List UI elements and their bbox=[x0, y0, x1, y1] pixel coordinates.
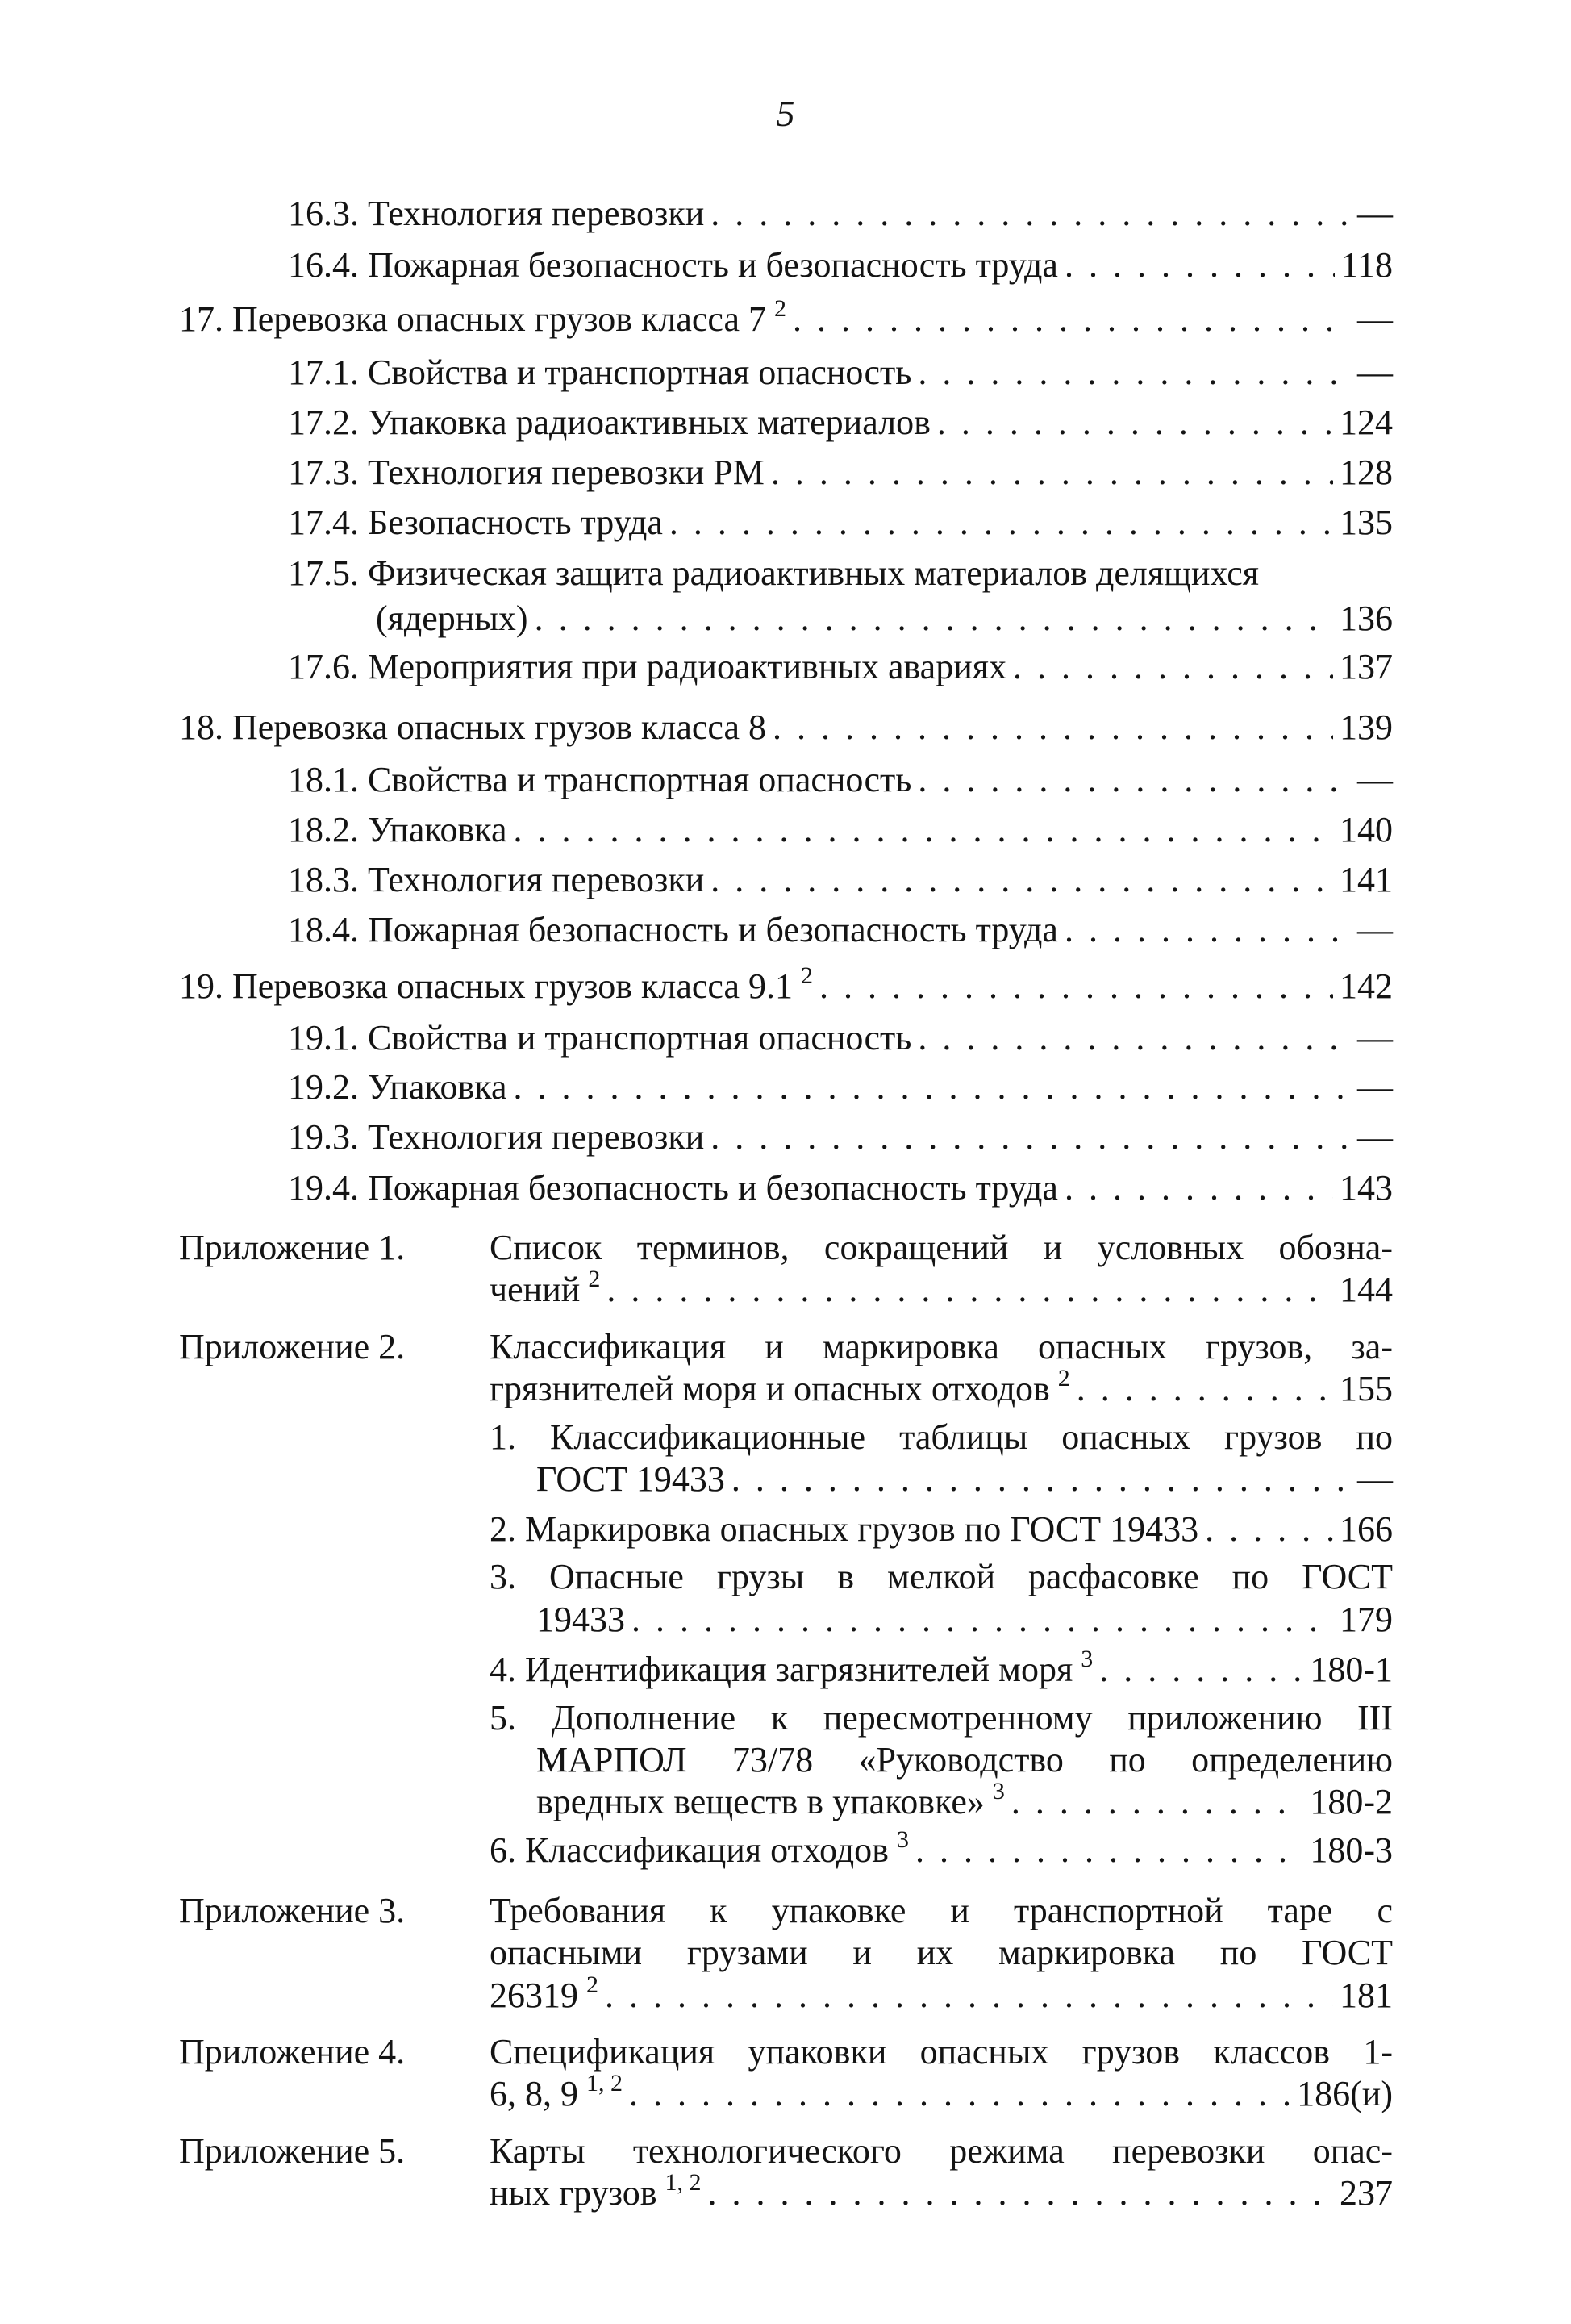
footnote-mark: 2 bbox=[774, 295, 786, 322]
toc-entry-19 bbox=[179, 962, 1393, 1006]
appendix-title-line: опасными грузами и их маркировка по ГОСТ bbox=[490, 1933, 1393, 1972]
appendix-2-item-4 bbox=[490, 1646, 1393, 1689]
entry-page: 155 bbox=[1340, 1369, 1393, 1408]
appendix-4-entry bbox=[490, 2070, 1393, 2113]
appendix-2-item-5-line-b: МАРПОЛ 73/78 «Руководство по определению bbox=[536, 1740, 1393, 1780]
entry-page: 237 bbox=[1340, 2173, 1393, 2213]
entry-title: 16.4. Пожарная безопасность и безопасность труда bbox=[288, 245, 1058, 285]
entry-page: 139 bbox=[1340, 707, 1393, 747]
toc-entry-16-3 bbox=[288, 196, 1393, 232]
footnote-mark: 2 bbox=[588, 1266, 601, 1292]
appendix-title-line: Классификация и маркировка опасных грузов, за- bbox=[490, 1327, 1393, 1366]
appendix-title-line: Карты технологического режима перевозки опас- bbox=[490, 2131, 1393, 2171]
footnote-mark: 1, 2 bbox=[586, 2070, 623, 2097]
entry-page: — bbox=[1357, 194, 1393, 233]
entry-title: 18.3. Технология перевозки bbox=[288, 860, 705, 899]
appendix-title-line: Список терминов, сокращений и условных обозна- bbox=[490, 1228, 1393, 1267]
entry-title: 6. Классификация отходов bbox=[490, 1830, 889, 1870]
footnote-mark: 2 bbox=[801, 962, 813, 989]
entry-title: ных грузов bbox=[490, 2173, 657, 2213]
appendix-label: Приложение 1. bbox=[179, 1228, 406, 1267]
toc-entry-17-3 bbox=[288, 455, 1393, 490]
entry-title: 17.1. Свойства и транспортная опасность bbox=[288, 353, 912, 392]
entry-page: 140 bbox=[1340, 810, 1393, 849]
appendix-label: Приложение 2. bbox=[179, 1327, 406, 1366]
entry-page: 118 bbox=[1340, 245, 1393, 285]
entry-page: 166 bbox=[1340, 1509, 1393, 1549]
appendix-2-item-1-line: 1. Классификационные таблицы опасных грузов по bbox=[490, 1417, 1393, 1457]
entry-page: 180-3 bbox=[1310, 1830, 1393, 1870]
toc-entry-17-5 bbox=[376, 601, 1393, 636]
entry-title: 2. Маркировка опасных грузов по ГОСТ 19433 bbox=[490, 1509, 1199, 1549]
entry-page: 181 bbox=[1340, 1976, 1393, 2015]
entry-page: — bbox=[1357, 299, 1393, 339]
entry-title: 18. Перевозка опасных грузов класса 8 bbox=[179, 707, 766, 747]
entry-title: ГОСТ 19433 bbox=[536, 1459, 725, 1499]
appendix-2-item-1 bbox=[536, 1459, 1393, 1499]
entry-title: 19.1. Свойства и транспортная опасность bbox=[288, 1018, 912, 1058]
entry-page: — bbox=[1357, 760, 1393, 799]
entry-title: 16.3. Технология перевозки bbox=[288, 194, 705, 233]
entry-title: 18.2. Упаковка bbox=[288, 810, 507, 849]
toc-entry-17-2 bbox=[288, 405, 1393, 440]
entry-page: 186(и) bbox=[1297, 2074, 1393, 2113]
appendix-2-item-5-line-a: 5. Дополнение к пересмотренному приложению III bbox=[490, 1698, 1393, 1738]
appendix-2-item-3-line: 3. Опасные грузы в мелкой расфасовке по ГОСТ bbox=[490, 1557, 1393, 1596]
toc-entry-18-1 bbox=[288, 762, 1393, 798]
entry-page: 141 bbox=[1340, 860, 1393, 899]
footnote-mark: 3 bbox=[992, 1778, 1005, 1805]
footnote-mark: 2 bbox=[1057, 1365, 1070, 1391]
entry-title: 19.4. Пожарная безопасность и безопасность труда bbox=[288, 1168, 1058, 1208]
page-number: 5 bbox=[776, 93, 795, 134]
entry-page: — bbox=[1357, 1067, 1393, 1107]
appendix-2-item-2 bbox=[490, 1509, 1393, 1549]
toc-entry-17 bbox=[179, 295, 1393, 339]
appendix-title-line: Спецификация упаковки опасных грузов классов 1- bbox=[490, 2032, 1393, 2072]
appendix-3-entry bbox=[490, 1971, 1393, 2015]
entry-title: 17.2. Упаковка радиоактивных материалов bbox=[288, 403, 931, 442]
footnote-mark: 2 bbox=[586, 1971, 598, 1998]
toc-entry-19-4 bbox=[288, 1170, 1393, 1206]
entry-title: 18.1. Свойства и транспортная опасность bbox=[288, 760, 912, 799]
toc-entry-18-2 bbox=[288, 812, 1393, 848]
toc-entry-18-4 bbox=[288, 912, 1393, 948]
entry-page: — bbox=[1357, 1018, 1393, 1058]
footnote-mark: 1, 2 bbox=[665, 2169, 702, 2196]
entry-title-cont: (ядерных) bbox=[376, 599, 528, 638]
toc-entry-16-4 bbox=[288, 245, 1393, 285]
appendix-title-line: Требования к упаковке и транспортной таре с bbox=[490, 1891, 1393, 1930]
entry-title: 19433 bbox=[536, 1600, 625, 1639]
entry-title: грязнителей моря и опасных отходов bbox=[490, 1369, 1050, 1408]
entry-page: 137 bbox=[1340, 647, 1393, 686]
entry-title: 6, 8, 9 bbox=[490, 2074, 578, 2113]
footnote-mark: 3 bbox=[896, 1826, 909, 1853]
appendix-label: Приложение 4. bbox=[179, 2032, 406, 2072]
entry-page: 124 bbox=[1340, 403, 1393, 442]
entry-title: 26319 bbox=[490, 1976, 578, 2015]
entry-page: 143 bbox=[1340, 1168, 1393, 1208]
entry-title: 19.3. Технология перевозки bbox=[288, 1117, 705, 1157]
appendix-2-item-3 bbox=[536, 1602, 1393, 1638]
entry-title: 4. Идентификация загрязнителей моря bbox=[490, 1650, 1073, 1689]
entry-title: 17. Перевозка опасных грузов класса 7 bbox=[179, 299, 766, 339]
entry-title: чений bbox=[490, 1270, 581, 1309]
toc-entry-18-3 bbox=[288, 862, 1393, 898]
entry-page: 180-1 bbox=[1310, 1650, 1393, 1689]
entry-title: 17.3. Технология перевозки РМ bbox=[288, 453, 765, 492]
appendix-label: Приложение 3. bbox=[179, 1891, 406, 1930]
entry-title: вредных веществ в упаковке» bbox=[536, 1782, 985, 1821]
toc-entry-17-4 bbox=[288, 505, 1393, 540]
footnote-mark: 3 bbox=[1081, 1646, 1094, 1672]
appendix-2-item-5 bbox=[536, 1778, 1393, 1821]
entry-title: 18.4. Пожарная безопасность и безопасность труда bbox=[288, 910, 1058, 949]
entry-title: 19.2. Упаковка bbox=[288, 1067, 507, 1107]
appendix-5-entry bbox=[490, 2169, 1393, 2213]
entry-page: 144 bbox=[1340, 1270, 1393, 1309]
entry-page: — bbox=[1357, 910, 1393, 949]
appendix-1-entry bbox=[490, 1266, 1393, 1309]
entry-page: — bbox=[1357, 1117, 1393, 1157]
toc-entry-17-1 bbox=[288, 355, 1393, 390]
toc-entry-17-6 bbox=[288, 649, 1393, 685]
entry-page: 142 bbox=[1340, 966, 1393, 1006]
toc-entry-17-5-title: 17.5. Физическая защита радиоактивных материалов делящихся bbox=[288, 553, 1260, 593]
appendix-label: Приложение 5. bbox=[179, 2131, 406, 2171]
entry-title: 17.6. Мероприятия при радиоактивных авариях bbox=[288, 647, 1006, 686]
toc-entry-19-2 bbox=[288, 1067, 1393, 1107]
entry-page: — bbox=[1357, 1459, 1393, 1499]
entry-title: 19. Перевозка опасных грузов класса 9.1 bbox=[179, 966, 793, 1006]
entry-page: 136 bbox=[1340, 599, 1393, 638]
appendix-2-item-6 bbox=[490, 1826, 1393, 1870]
entry-title: 17.4. Безопасность труда bbox=[288, 503, 663, 542]
entry-page: 180-2 bbox=[1310, 1782, 1393, 1821]
entry-page: 135 bbox=[1340, 503, 1393, 542]
entry-page: — bbox=[1357, 353, 1393, 392]
toc-entry-19-1 bbox=[288, 1020, 1393, 1056]
entry-page: 128 bbox=[1340, 453, 1393, 492]
toc-entry-19-3 bbox=[288, 1117, 1393, 1157]
toc-entry-18 bbox=[179, 707, 1393, 747]
entry-page: 179 bbox=[1340, 1600, 1393, 1639]
appendix-2-entry bbox=[490, 1365, 1393, 1408]
